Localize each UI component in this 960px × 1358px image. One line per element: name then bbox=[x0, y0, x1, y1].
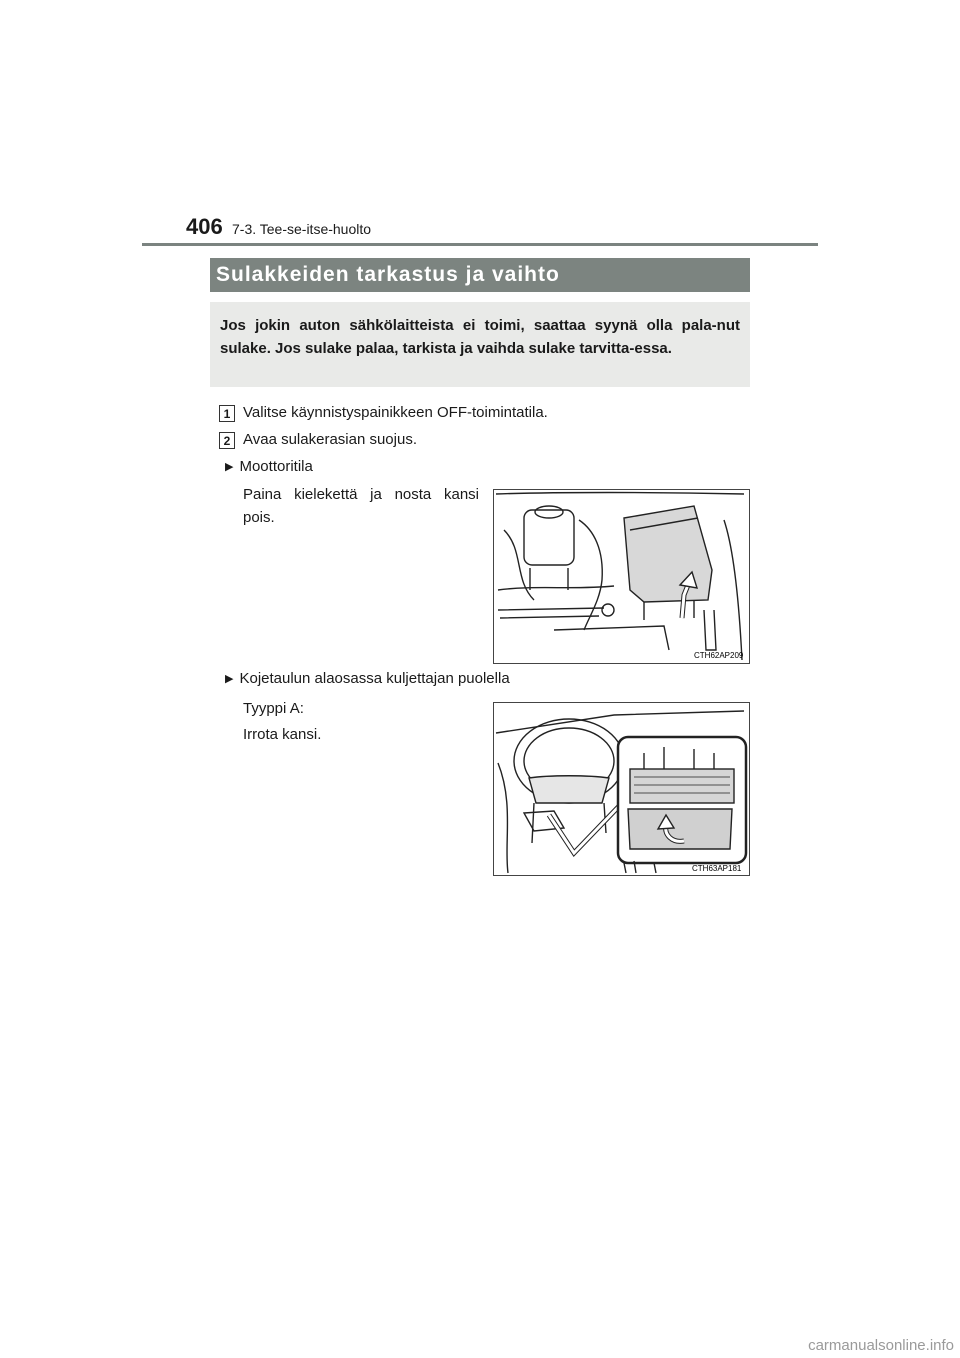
dash-heading-label: Kojetaulun alaosassa kuljettajan puolella bbox=[239, 670, 510, 687]
page-title: Sulakkeiden tarkastus ja vaihto bbox=[210, 258, 750, 292]
dashboard-illustration bbox=[494, 703, 749, 875]
header-rule bbox=[142, 243, 818, 246]
step-text-2: Avaa sulakerasian suojus. bbox=[243, 431, 417, 448]
dash-instruction: Irrota kansi. bbox=[243, 726, 322, 743]
triangle-bullet-icon: ▶ bbox=[225, 461, 234, 473]
engine-compartment-illustration bbox=[494, 490, 749, 663]
page-number: 406 bbox=[186, 214, 223, 239]
triangle-bullet-icon: ▶ bbox=[225, 673, 234, 685]
figure-code: CTH62AP209 bbox=[694, 651, 744, 660]
intro-text: Jos jokin auton sähkölaitteista ei toimi, saattaa syynä olla pala-nut sulake. Jos sulake palaa, tarkista ja vaihda sulake tarvitta-essa. bbox=[210, 302, 750, 387]
step-text-1: Valitse käynnistyspainikkeen OFF-toimintatila. bbox=[243, 404, 548, 421]
engine-instruction: Paina kielekettä ja nosta kansi pois. bbox=[243, 486, 479, 526]
dash-fuse-box-figure bbox=[493, 702, 750, 876]
step-badge-2: 2 bbox=[219, 432, 235, 449]
engine-fuse-box-figure bbox=[493, 489, 750, 664]
figure-code: CTH63AP181 bbox=[692, 864, 742, 873]
engine-heading-label: Moottoritila bbox=[239, 458, 313, 475]
type-label: Tyyppi A: bbox=[243, 700, 304, 717]
dash-heading bbox=[225, 670, 510, 687]
section-label: 7-3. Tee-se-itse-huolto bbox=[232, 221, 372, 237]
engine-heading bbox=[225, 458, 313, 475]
watermark: carmanualsonline.info bbox=[808, 1337, 954, 1354]
step-badge-1: 1 bbox=[219, 405, 235, 422]
